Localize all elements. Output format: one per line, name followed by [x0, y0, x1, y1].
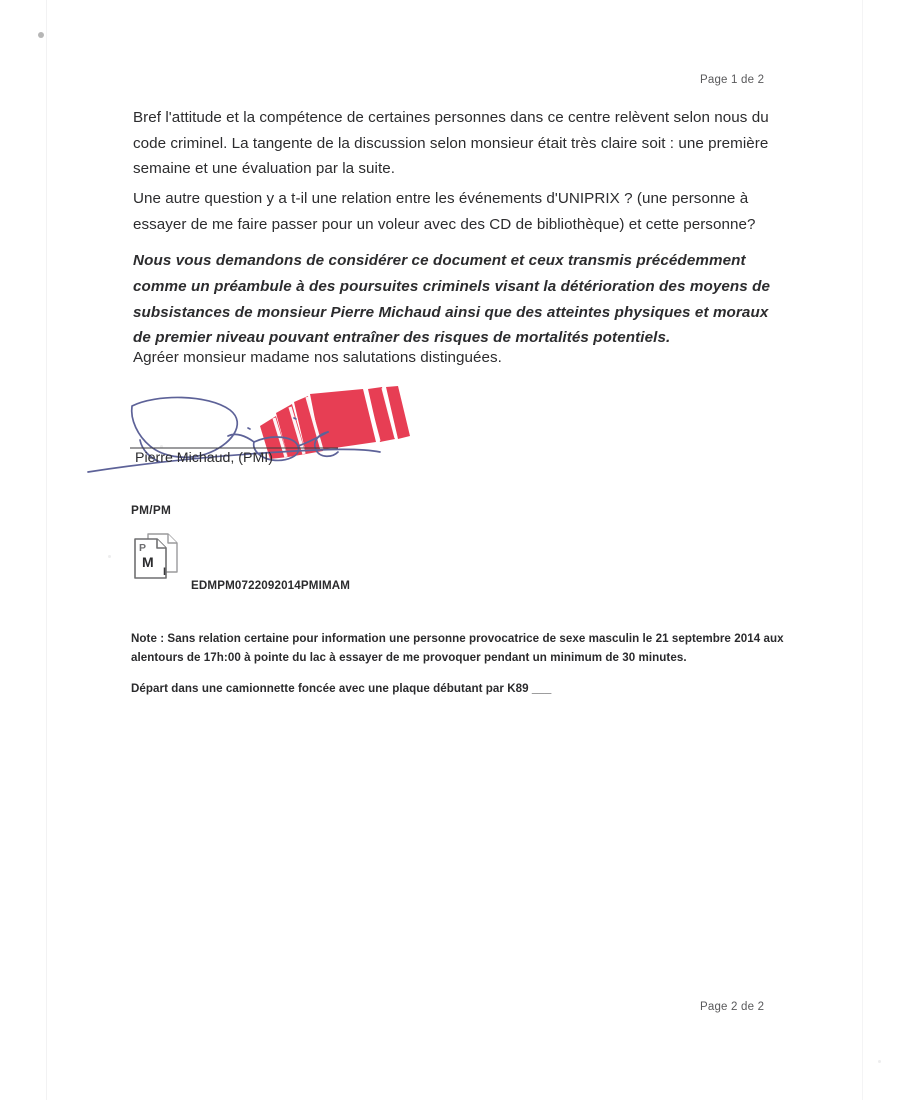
- scan-edge-line-right: [862, 0, 863, 1100]
- body-paragraph-2: Une autre question y a t-il une relation entre les événements d'UNIPRIX ? (une personne à essayer de me faire passer pour un voleur avec des CD de bibliothèque) et cette personne?: [133, 190, 756, 233]
- scan-artifact-speck: [878, 1060, 881, 1063]
- signature-typed-name: Pierre Michaud, (PMI): [135, 450, 273, 466]
- footnote-1: Note : Sans relation certaine pour information une personne provocatrice de sexe masculin le 21 septembre 2014 aux alentours de 17h:00 à pointe du lac à essayer de me provoquer pendant un minimum de 30 minutes.: [131, 632, 784, 664]
- scan-artifact-speck: [108, 555, 111, 558]
- document-reference-code: EDMPM0722092014PMIMAM: [191, 579, 351, 592]
- doc-icon-letter-i: I: [163, 566, 167, 578]
- footnote-2: Départ dans une camionnette foncée avec une plaque débutant par K89 ___: [131, 682, 552, 695]
- scan-edge-line-left: [46, 0, 47, 1100]
- scan-artifact-dot: [38, 32, 44, 38]
- doc-icon-letter-m: M: [142, 554, 154, 570]
- signature-block: [80, 380, 410, 480]
- page-number-header: Page 1 de 2: [700, 74, 765, 86]
- doc-icon-letter-p: P: [139, 542, 147, 554]
- body-paragraph-3-emphasis: Nous vous demandons de considérer ce document et ceux transmis précédemment comme un préambule à des poursuites criminels visant la détérioration des moyens de subsistances de monsieur Pierre Michaud ainsi que des atteintes physiques et moraux de premier niveau pouvant entraîner des risques de mortalités potentiels.: [133, 252, 771, 347]
- page-number-footer: Page 2 de 2: [700, 1001, 765, 1013]
- closing-salutation: Agréer monsieur madame nos salutations distinguées.: [133, 349, 502, 366]
- document-stack-icon: [130, 531, 186, 583]
- body-paragraph-1: Bref l'attitude et la compétence de certaines personnes dans ce centre relèvent selon nous du code criminel. La tangente de la discussion selon monsieur était très claire soit : une première semaine et une évaluation par la suite.: [133, 109, 769, 177]
- reference-initials: PM/PM: [131, 503, 172, 517]
